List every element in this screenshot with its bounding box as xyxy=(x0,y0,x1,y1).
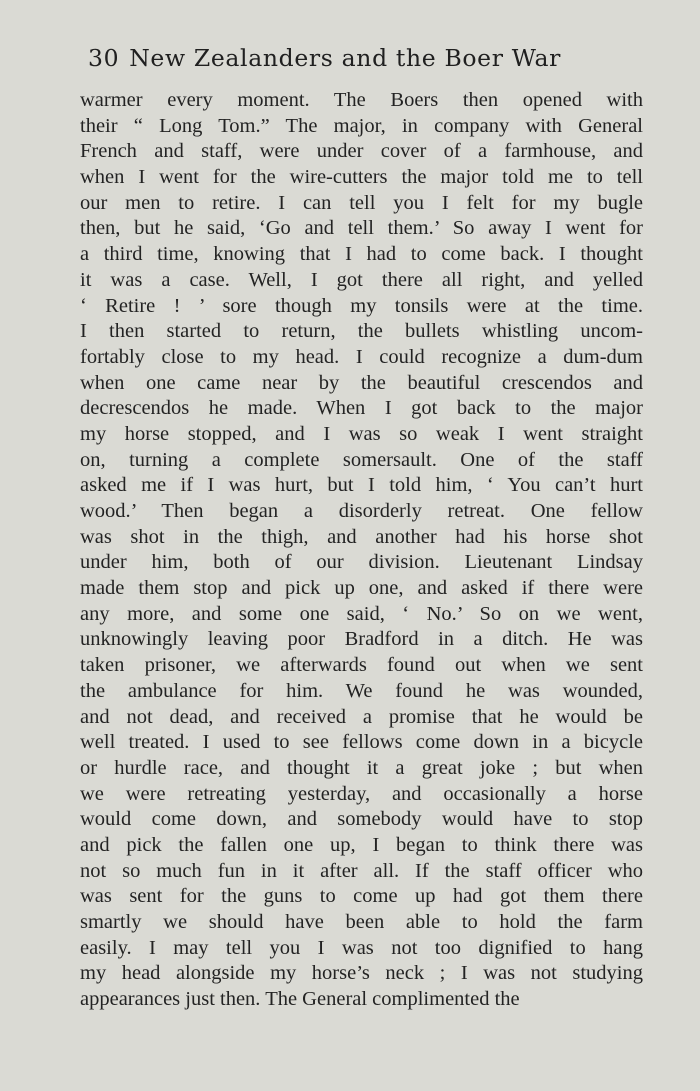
body-line: well treated. I used to see fellows come down in a bicycle xyxy=(80,731,643,754)
body-line: it was a case. Well, I got there all right, and yelled xyxy=(80,268,643,291)
body-line: when I went for the wire-cutters the major told me to tell xyxy=(80,166,643,189)
body-line: easily. I may tell you I was not too dignified to hang xyxy=(80,936,643,959)
body-line: or hurdle race, and thought it a great joke ; but when xyxy=(80,756,643,779)
body-line: the ambulance for him. We found he was wounded, xyxy=(80,679,643,702)
body-line: and not dead, and received a promise that he would be xyxy=(80,705,643,728)
body-line: asked me if I was hurt, but I told him, ‘ You can’t hurt xyxy=(80,474,643,497)
body-line: was shot in the thigh, and another had his horse shot xyxy=(80,525,643,548)
body-line: we were retreating yesterday, and occasionally a horse xyxy=(80,782,643,805)
body-line: French and staff, were under cover of a farmhouse, and xyxy=(80,140,643,163)
body-line: not so much fun in it after all. If the staff officer who xyxy=(80,859,643,882)
body-line: I then started to return, the bullets whistling uncom- xyxy=(80,320,643,343)
body-line: unknowingly leaving poor Bradford in a ditch. He was xyxy=(80,628,643,651)
body-line: when one came near by the beautiful crescendos and xyxy=(80,371,643,394)
body-line: our men to retire. I can tell you I felt for my bugle xyxy=(80,191,643,214)
body-line: wood.’ Then began a disorderly retreat. One fellow xyxy=(80,500,643,522)
body-line: any more, and some one said, ‘ No.’ So on we went, xyxy=(80,602,643,625)
body-line: on, turning a complete somersault. One of the staff xyxy=(80,448,643,471)
body-line: my head alongside my horse’s neck ; I was not studying xyxy=(80,962,643,985)
body-line: appearances just then. The General complimented the xyxy=(80,988,520,1011)
body-line: decrescendos he made. When I got back to the major xyxy=(80,397,643,420)
body-line: made them stop and pick up one, and asked if there were xyxy=(80,577,643,600)
body-line: my horse stopped, and I was so weak I went straight xyxy=(80,422,643,445)
body-line: was sent for the guns to come up had got them there xyxy=(80,885,643,908)
body-line: their “ Long Tom.” The major, in company with General xyxy=(80,114,643,137)
page-number: 30 xyxy=(88,44,120,72)
body-line: fortably close to my head. I could recognize a dum-dum xyxy=(80,345,643,368)
body-line: taken prisoner, we afterwards found out when we sent xyxy=(80,654,643,677)
body-line: a third time, knowing that I had to come back. I thought xyxy=(80,243,643,266)
running-header xyxy=(88,44,648,72)
body-text xyxy=(80,88,643,1013)
body-line: warmer every moment. The Boers then opened with xyxy=(80,89,643,111)
body-line: and pick the fallen one up, I began to think there was xyxy=(80,833,643,856)
body-line: smartly we should have been able to hold the farm xyxy=(80,911,643,933)
running-title: New Zealanders and the Boer War xyxy=(129,44,562,72)
body-line: ‘ Retire ! ’ sore though my tonsils were at the time. xyxy=(80,294,643,317)
body-line: would come down, and somebody would have to stop xyxy=(80,808,643,831)
body-line: then, but he said, ‘Go and tell them.’ So away I went for xyxy=(80,217,643,240)
body-line: under him, both of our division. Lieutenant Lindsay xyxy=(80,551,643,574)
